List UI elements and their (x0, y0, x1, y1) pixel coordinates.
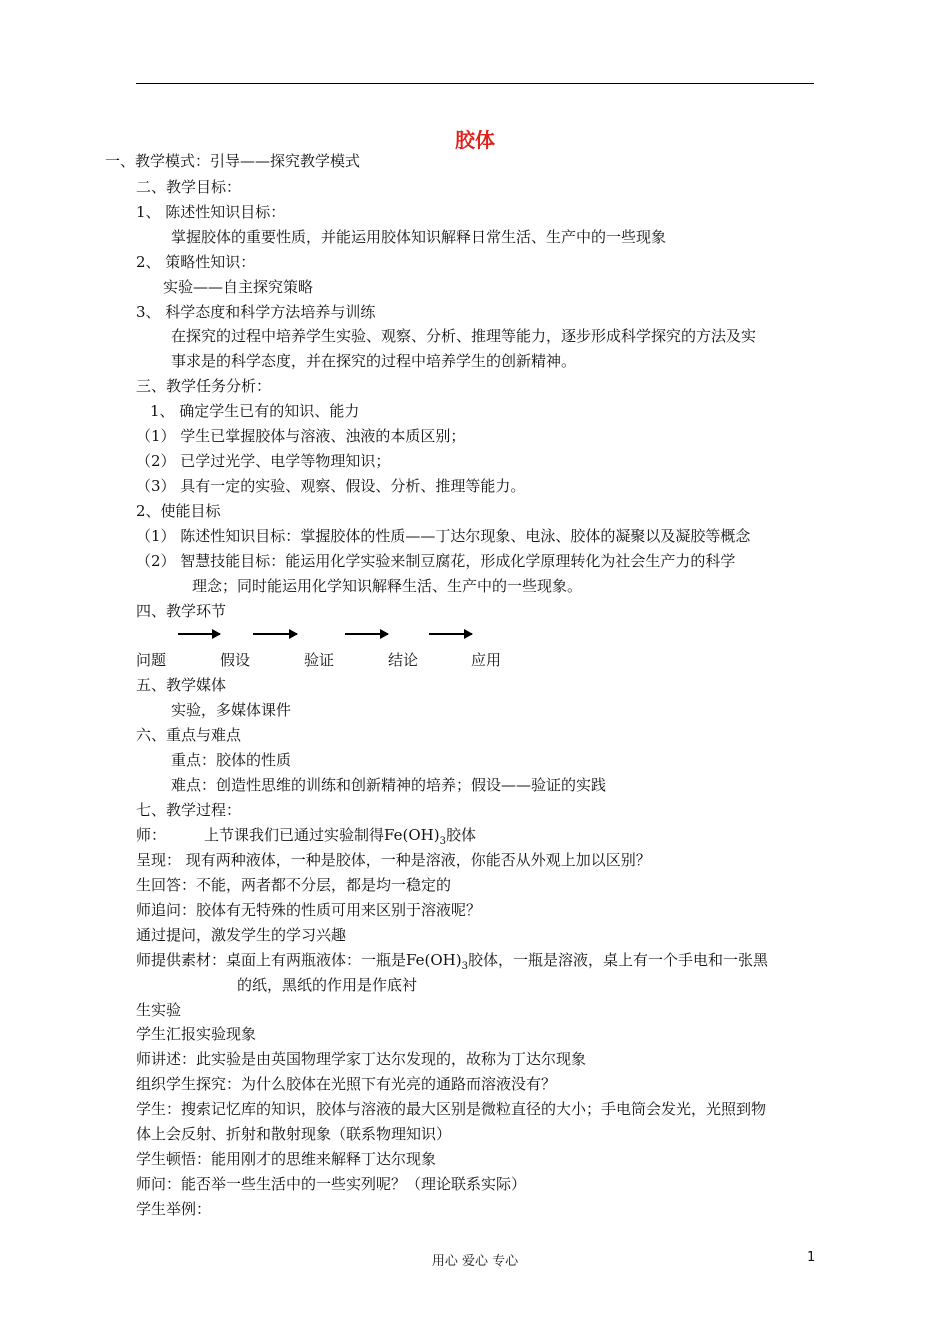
subscript-3: 3 (461, 961, 468, 972)
materials-text: 师提供素材：桌面上有两瓶液体：一瓶是Fe(OH) (136, 951, 462, 969)
teacher-label: 师： (136, 826, 167, 844)
student-reasoning-line1: 学生：搜索记忆库的知识，胶体与溶液的最大区别是微粒直径的大小；手电筒会发光，光照到物 (136, 1100, 767, 1118)
footer-text: 用心 爱心 专心 (431, 1254, 519, 1269)
student-experiment: 生实验 (136, 1001, 182, 1019)
page-number: 1 (807, 1250, 816, 1265)
materials-line (136, 950, 768, 970)
goal-2-text: 实验——自主探究策略 (163, 278, 314, 296)
materials-text-end: 胶体，一瓶是溶液，桌上有一个手电和一张黑 (467, 951, 768, 969)
subscript-3: 3 (439, 836, 446, 847)
flow-arrow (345, 633, 388, 635)
teacher-statement (204, 825, 476, 845)
media-text: 实验，多媒体课件 (171, 701, 292, 719)
section-teaching-steps: 四、教学环节 (136, 602, 227, 620)
goal-3-text-line1: 在探究的过程中培养学生实验、观察、分析、推理等能力，逐步形成科学探究的方法及实 (171, 327, 757, 345)
flow-step-conclusion: 结论 (388, 651, 419, 669)
goal-3-heading: 3、 科学态度和科学方法培养与训练 (136, 303, 376, 321)
flow-step-verification: 验证 (304, 651, 335, 669)
header-rule (136, 83, 814, 84)
flow-step-hypothesis: 假设 (220, 651, 251, 669)
organize-inquiry: 组织学生探究：为什么胶体在光照下有光亮的通路而溶液没有？ (136, 1075, 557, 1093)
student-examples: 学生举例： (136, 1200, 212, 1218)
task-1-heading: 1、 确定学生已有的知识、能力 (150, 402, 360, 420)
materials-continued: 的纸，黑纸的作用是作底衬 (237, 976, 418, 994)
flow-arrow (178, 633, 220, 635)
question-purpose: 通过提问，激发学生的学习兴趣 (136, 926, 347, 944)
flow-arrow (429, 633, 472, 635)
task-1-item-1: （1） 学生已掌握胶体与溶液、浊液的本质区别； (136, 427, 466, 445)
flow-arrow (253, 633, 297, 635)
task-2-item-1: （1） 陈述性知识目标：掌握胶体的性质——丁达尔现象、电泳、胶体的凝聚以及凝胶等概念 (136, 527, 751, 545)
goal-1-text: 掌握胶体的重要性质，并能运用胶体知识解释日常生活、生产中的一些现象 (171, 228, 667, 246)
student-answer: 生回答：不能，两者都不分层，都是均一稳定的 (136, 876, 452, 894)
task-2-item-2-line2: 理念；同时能运用化学知识解释生活、生产中的一些现象。 (192, 577, 583, 595)
section-teaching-mode: 一、教学模式：引导——探究教学模式 (105, 152, 361, 170)
task-1-item-2: （2） 已学过光学、电学等物理知识； (136, 452, 391, 470)
teacher-statement-end: 胶体 (445, 826, 476, 844)
task-2-item-2-line1: （2） 智慧技能目标：能运用化学实验来制豆腐花，形成化学原理转化为社会生产力的科学 (136, 552, 736, 570)
teacher-statement-text: 上节课我们已通过实验制得Fe(OH) (204, 826, 440, 844)
flow-step-application: 应用 (471, 651, 502, 669)
section-teaching-goals: 二、教学目标： (136, 178, 242, 196)
student-report: 学生汇报实验现象 (136, 1025, 257, 1043)
teacher-follow-up: 师追问：胶体有无特殊的性质可用来区别于溶液呢？ (136, 901, 482, 919)
presentation-line: 呈现： 现有两种液体，一种是胶体，一种是溶液，你能否从外观上加以区别？ (136, 851, 651, 869)
student-reasoning-line2: 体上会反射、折射和散射现象（联系物理知识） (136, 1125, 452, 1143)
teacher-question: 师问：能否举一些生活中的一些实列呢？（理论联系实际） (136, 1175, 527, 1193)
goal-2-heading: 2、 策略性知识： (136, 253, 256, 271)
document-title: 胶体 (455, 128, 495, 152)
section-teaching-media: 五、教学媒体 (136, 676, 227, 694)
task-2-heading: 2、使能目标 (136, 502, 221, 520)
student-insight: 学生顿悟：能用刚才的思维来解释丁达尔现象 (136, 1150, 437, 1168)
teacher-explanation: 师讲述：此实验是由英国物理学家丁达尔发现的，故称为丁达尔现象 (136, 1050, 587, 1068)
flow-step-question: 问题 (136, 651, 167, 669)
difficult-point: 难点：创造性思维的训练和创新精神的培养；假设——验证的实践 (171, 776, 607, 794)
task-1-item-3: （3） 具有一定的实验、观察、假设、分析、推理等能力。 (136, 477, 526, 495)
section-task-analysis: 三、教学任务分析： (136, 377, 272, 395)
key-point: 重点：胶体的性质 (171, 751, 292, 769)
goal-3-text-line2: 事求是的科学态度，并在探究的过程中培养学生的创新精神。 (171, 352, 577, 370)
section-key-points: 六、重点与难点 (136, 726, 242, 744)
goal-1-heading: 1、 陈述性知识目标： (136, 203, 286, 221)
section-teaching-process: 七、教学过程： (136, 801, 242, 819)
